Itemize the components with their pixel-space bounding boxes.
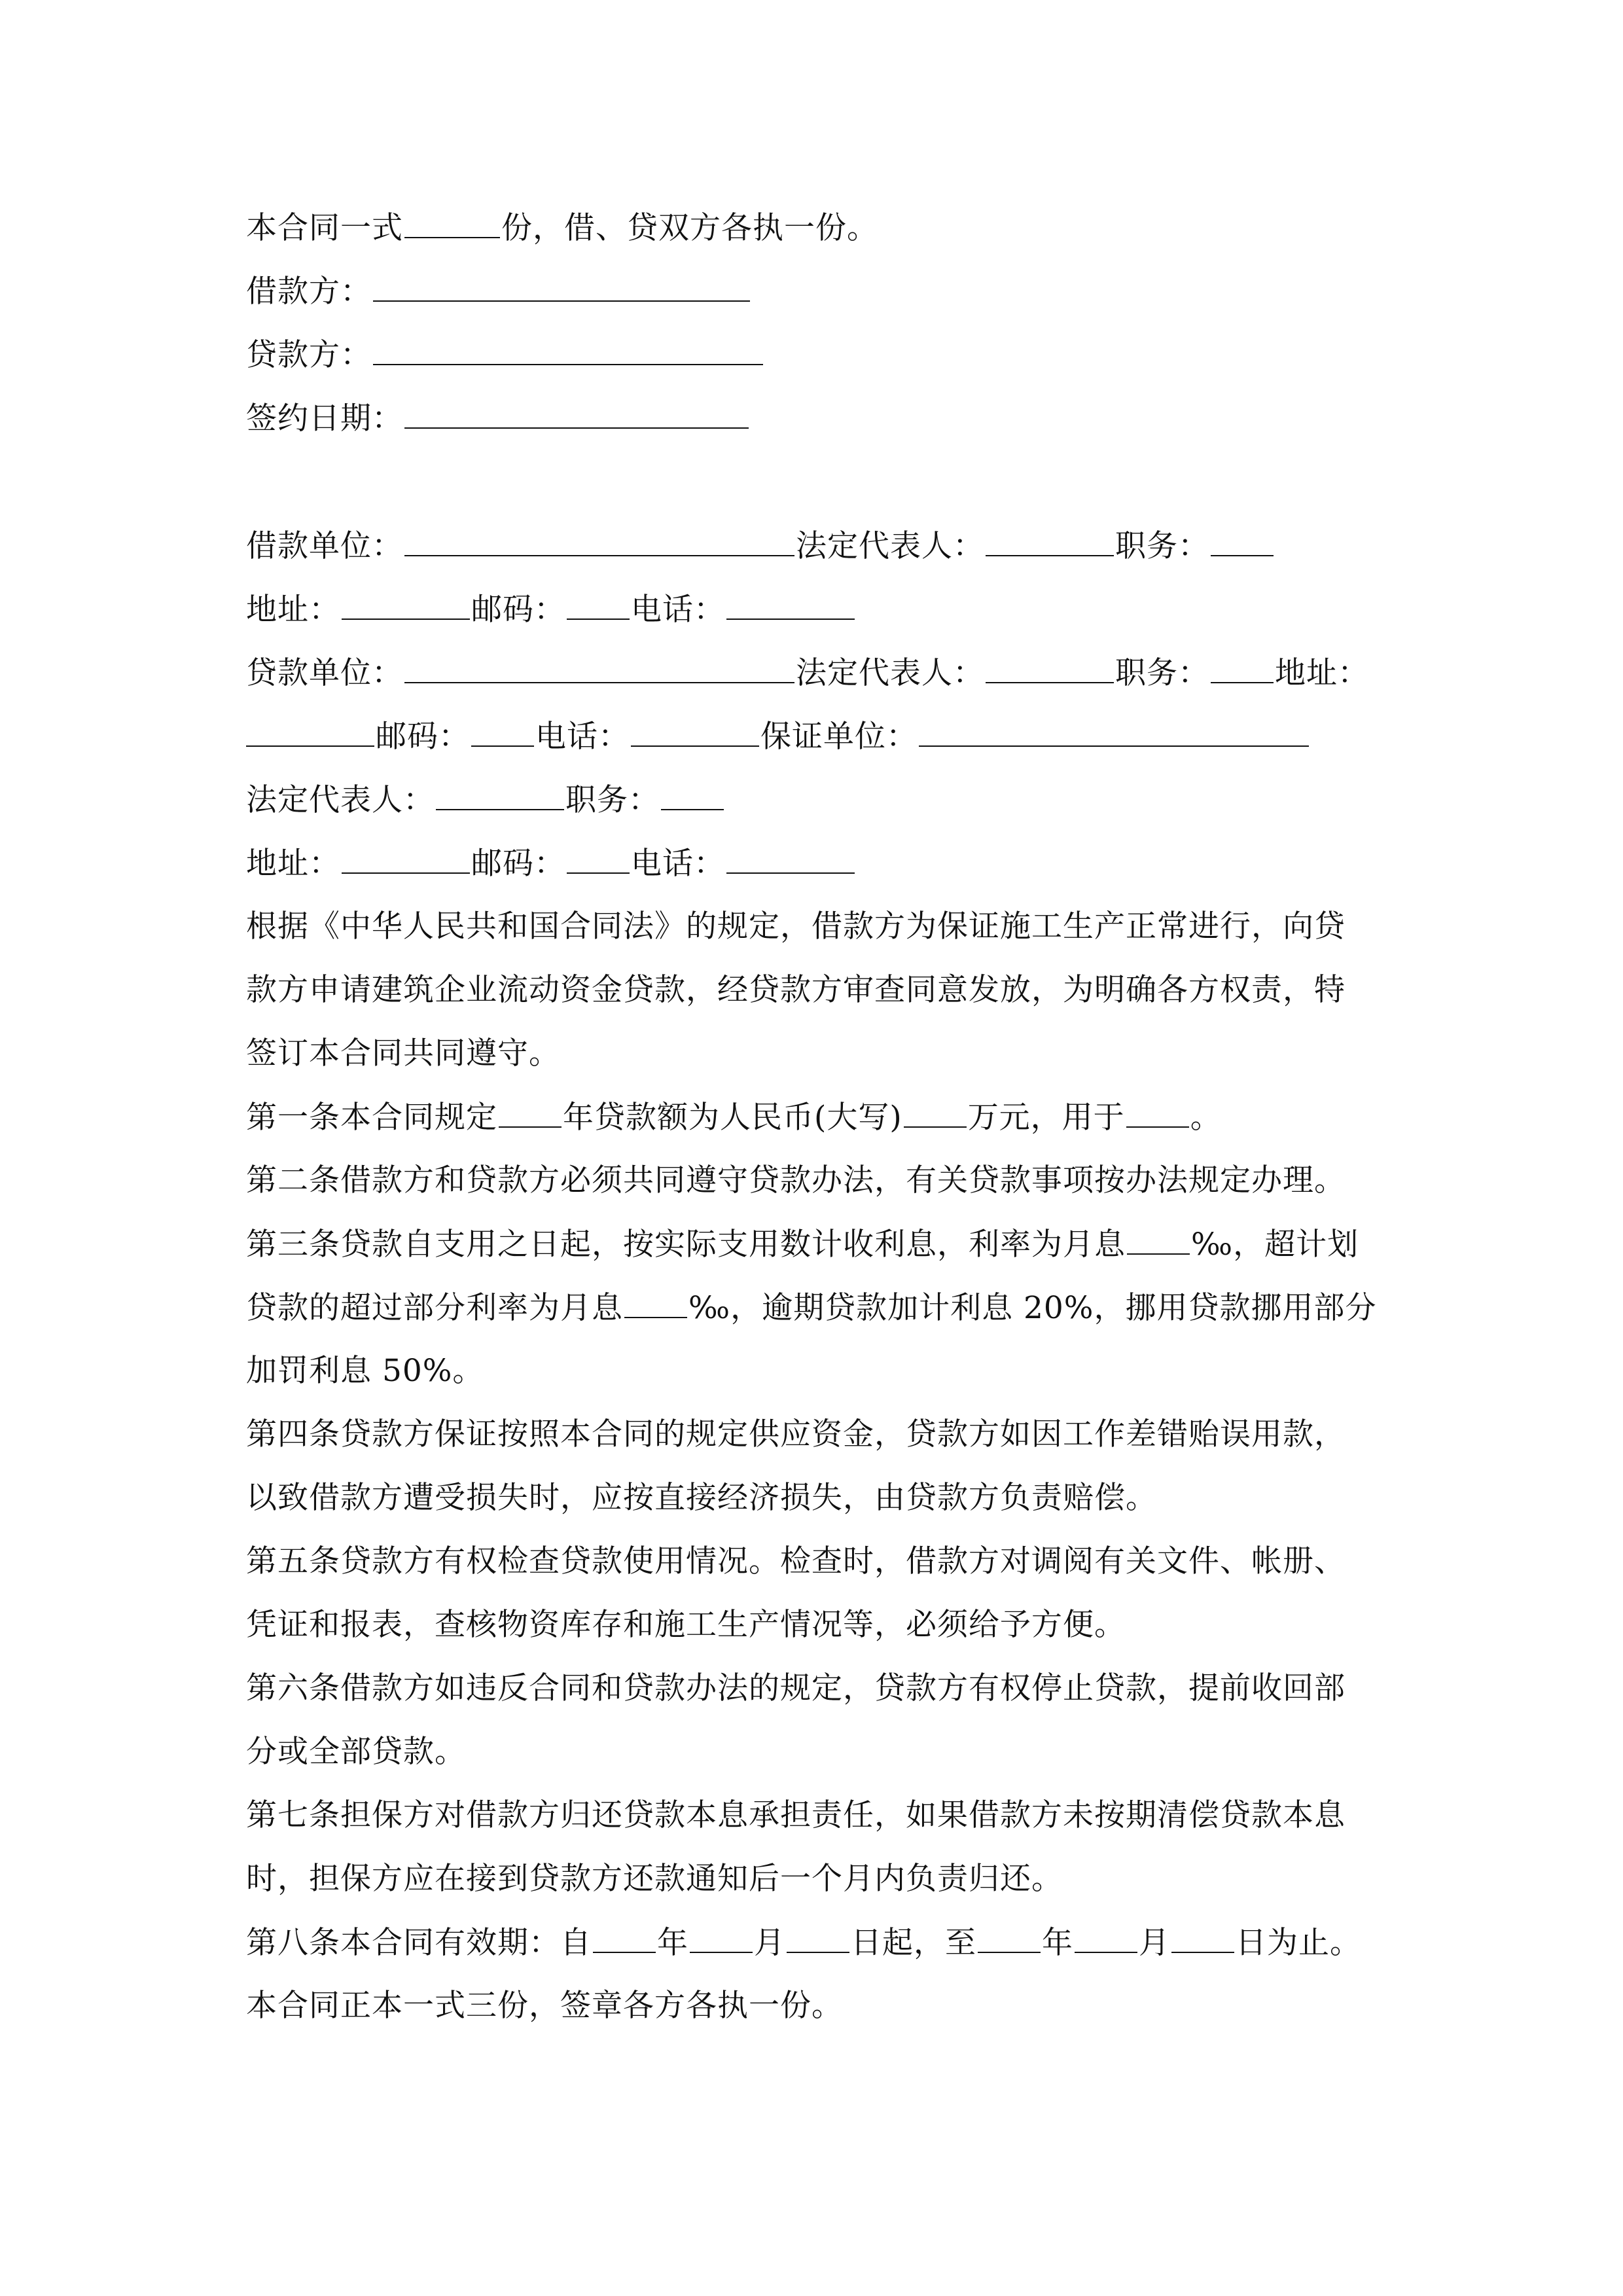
final-line: 本合同正本一式三份，签章各方各执一份。 (246, 1988, 843, 2024)
lender-blank[interactable] (373, 335, 763, 365)
day-from-label: 日起，至 (851, 1925, 976, 1961)
guarantor-address-line (246, 844, 856, 883)
article-1-year-blank[interactable] (499, 1098, 562, 1128)
address-blank[interactable] (246, 717, 374, 747)
address-blank[interactable] (342, 590, 470, 620)
legal-rep-label: 法定代表人： (796, 655, 984, 691)
phone-label: 电话： (631, 846, 725, 882)
end-day-blank[interactable] (1171, 1923, 1234, 1953)
article-2: 第二条借款方和贷款方必须共同遵守贷款办法，有关贷款事项按办法规定办理。 (246, 1162, 1346, 1198)
postcode-blank[interactable] (567, 844, 630, 874)
year-label: 年 (657, 1925, 688, 1961)
article-1 (246, 1098, 1222, 1137)
article-3-text-c: 贷款的超过部分利率为月息 (246, 1290, 623, 1326)
phone-label: 电话： (631, 592, 725, 628)
borrow-unit-label: 借款单位： (246, 528, 403, 564)
copies-line (246, 208, 878, 247)
month-label: 月 (1139, 1925, 1170, 1961)
legal-rep-blank[interactable] (986, 526, 1114, 556)
guarantor-unit-blank[interactable] (919, 717, 1309, 747)
month-label: 月 (754, 1925, 785, 1961)
end-month-blank[interactable] (1075, 1923, 1137, 1953)
address-label: 地址： (246, 592, 340, 628)
postcode-label: 邮码： (376, 719, 470, 755)
copies-text-a: 本合同一式 (246, 210, 403, 246)
year-label: 年 (1042, 1925, 1073, 1961)
position-label: 职务： (565, 782, 660, 818)
article-1-text-d: 。 (1190, 1100, 1222, 1136)
article-3-rate-blank[interactable] (1127, 1225, 1190, 1255)
start-year-blank[interactable] (593, 1923, 656, 1953)
article-7-line-2: 时，担保方应在接到贷款方还款通知后一个月内负责归还。 (246, 1861, 1063, 1897)
legal-rep-blank[interactable] (436, 780, 564, 810)
borrower-blank[interactable] (373, 272, 750, 302)
postcode-blank[interactable] (471, 717, 534, 747)
article-7-line-1: 第七条担保方对借款方归还贷款本息承担责任，如果借款方未按期清偿贷款本息 (246, 1797, 1346, 1833)
position-label: 职务： (1115, 528, 1209, 564)
borrower-label: 借款方： (246, 274, 372, 310)
article-4-line-1: 第四条贷款方保证按照本合同的规定供应资金，贷款方如因工作差错贻误用款， (246, 1416, 1346, 1452)
lend-unit-blank[interactable] (404, 653, 794, 683)
article-8 (246, 1923, 1361, 1962)
article-3-line-3: 加罚利息 50%。 (246, 1353, 484, 1389)
article-1-purpose-blank[interactable] (1126, 1098, 1189, 1128)
lender-line (246, 335, 764, 374)
lender-label: 贷款方： (246, 337, 372, 373)
end-year-blank[interactable] (978, 1923, 1041, 1953)
legal-rep-label: 法定代表人： (246, 782, 435, 818)
position-blank[interactable] (1211, 653, 1274, 683)
copies-blank[interactable] (404, 208, 500, 238)
article-1-text-b: 年贷款额为人民币(大写) (563, 1100, 902, 1136)
day-to-label: 日为止。 (1236, 1925, 1361, 1961)
guarantor-unit-label: 保证单位： (760, 719, 918, 755)
sign-date-blank[interactable] (404, 399, 749, 429)
borrow-address-line (246, 590, 856, 629)
lend-unit-label: 贷款单位： (246, 655, 403, 691)
article-1-text-c: 万元，用于 (967, 1100, 1125, 1136)
borrow-unit-line (246, 526, 1275, 565)
article-3-text-b: ‰，超计划 (1191, 1227, 1359, 1263)
intro-line-3: 签订本合同共同遵守。 (246, 1035, 560, 1071)
address-label: 地址： (246, 846, 340, 882)
article-1-text-a: 第一条本合同规定 (246, 1100, 497, 1136)
position-label: 职务： (1115, 655, 1209, 691)
intro-line-1: 根据《中华人民共和国合同法》的规定，借款方为保证施工生产正常进行，向贷 (246, 908, 1346, 944)
phone-blank[interactable] (726, 590, 855, 620)
phone-blank[interactable] (631, 717, 759, 747)
copies-text-b: 份，借、贷双方各执一份。 (501, 210, 878, 246)
article-1-amount-blank[interactable] (904, 1098, 967, 1128)
legal-rep-label: 法定代表人： (796, 528, 984, 564)
start-day-blank[interactable] (787, 1923, 849, 1953)
article-3-text-a: 第三条贷款自支用之日起，按实际支用数计收利息，利率为月息 (246, 1227, 1126, 1263)
legal-rep-blank[interactable] (986, 653, 1114, 683)
phone-blank[interactable] (726, 844, 855, 874)
guarantor-rep-line (246, 780, 725, 819)
article-8-text-a: 第八条本合同有效期：自 (246, 1925, 592, 1961)
article-5-line-2: 凭证和报表，查核物资库存和施工生产情况等，必须给予方便。 (246, 1607, 1126, 1643)
article-3-line-1 (246, 1225, 1359, 1264)
article-3-excess-rate-blank[interactable] (624, 1288, 687, 1318)
postcode-label: 邮码： (471, 592, 565, 628)
position-blank[interactable] (1211, 526, 1274, 556)
lend-unit-line (246, 653, 1369, 692)
phone-label: 电话： (535, 719, 630, 755)
article-6-line-1: 第六条借款方如违反合同和贷款办法的规定，贷款方有权停止贷款，提前收回部 (246, 1670, 1346, 1706)
article-5-line-1: 第五条贷款方有权检查贷款使用情况。检查时，借款方对调阅有关文件、帐册、 (246, 1543, 1346, 1579)
article-3-text-d: ‰，逾期贷款加计利息 20%，挪用贷款挪用部分 (688, 1290, 1377, 1326)
article-6-line-2: 分或全部贷款。 (246, 1734, 466, 1770)
postcode-blank[interactable] (567, 590, 630, 620)
borrower-line (246, 272, 751, 311)
article-4-line-2: 以致借款方遭受损失时，应按直接经济损失，由贷款方负责赔偿。 (246, 1480, 1157, 1516)
address-blank[interactable] (342, 844, 470, 874)
intro-line-2: 款方申请建筑企业流动资金贷款，经贷款方审查同意发放，为明确各方权责，特 (246, 972, 1346, 1008)
lend-contact-line (246, 717, 1310, 756)
start-month-blank[interactable] (690, 1923, 753, 1953)
address-label: 地址： (1275, 655, 1369, 691)
sign-date-line (246, 399, 750, 438)
article-3-line-2 (246, 1288, 1376, 1327)
borrow-unit-blank[interactable] (404, 526, 794, 556)
position-blank[interactable] (661, 780, 724, 810)
postcode-label: 邮码： (471, 846, 565, 882)
sign-date-label: 签约日期： (246, 401, 403, 437)
